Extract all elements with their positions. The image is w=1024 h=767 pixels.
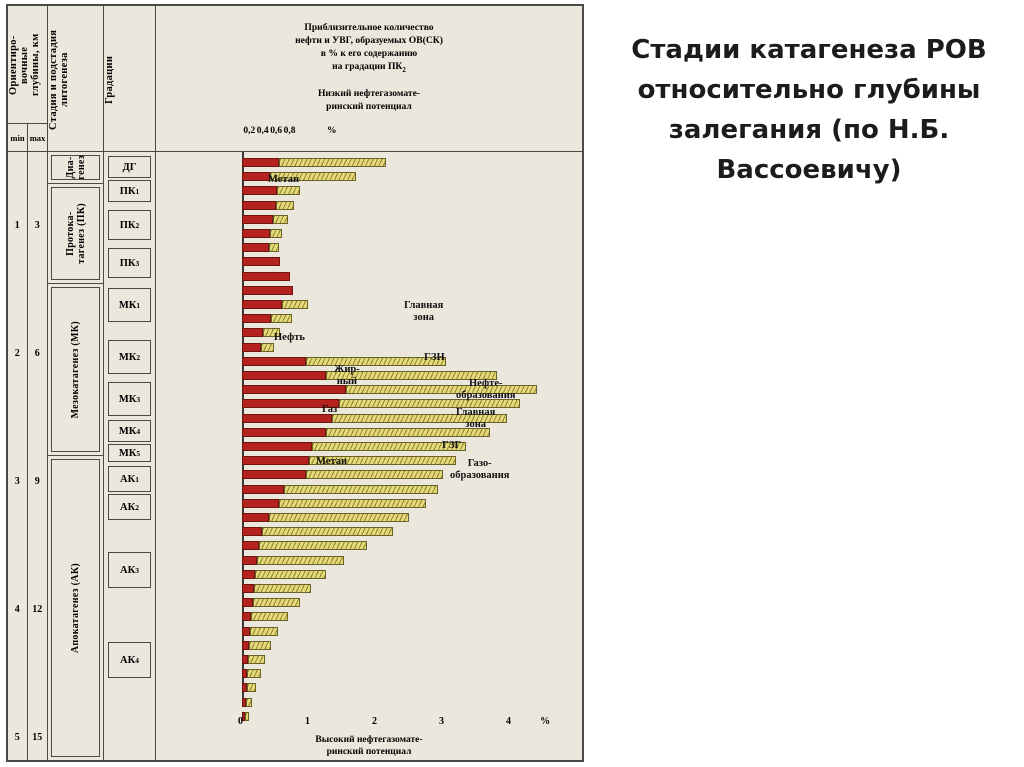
gradation-column-header-label: Градации — [104, 55, 115, 105]
bar-segment-oil — [242, 612, 251, 621]
gradation-box: АК 4 — [108, 642, 151, 678]
bar-segment-gas — [255, 570, 325, 579]
bar-segment-oil — [242, 257, 280, 266]
bar-row — [242, 556, 344, 565]
stage-column-header — [48, 6, 103, 152]
bar-segment-oil — [242, 385, 346, 394]
plot-header — [156, 6, 582, 152]
stage-column-header-label: Стадия и подстадия литогенеза — [48, 29, 70, 131]
bar-row — [242, 229, 282, 238]
bar-segment-oil — [242, 627, 250, 636]
bar-annotation: ГЗГ — [442, 440, 462, 451]
bar-segment-oil — [242, 343, 261, 352]
bar-row — [242, 598, 300, 607]
plot-header-line3: в % к его содержанию — [320, 48, 418, 59]
bar-segment-gas — [282, 300, 307, 309]
plot-header-line4: на градации $ПК_2$ — [332, 61, 406, 74]
bar-row — [242, 485, 438, 494]
bar-segment-oil — [242, 527, 262, 536]
plot-header-line2: нефти и УВГ, образуемых ОВ(СК) — [295, 35, 443, 46]
bar-row — [242, 158, 386, 167]
bar-segment-oil — [242, 300, 282, 309]
gradation-box: АК 3 — [108, 552, 151, 588]
bar-row — [242, 314, 292, 323]
bar-segment-gas — [269, 513, 410, 522]
bar-row — [242, 272, 290, 281]
bar-segment-oil — [242, 513, 269, 522]
bar-segment-oil — [242, 456, 309, 465]
bar-segment-gas — [259, 541, 366, 550]
bar-row — [242, 584, 311, 593]
bar-annotation: Нефте- образования — [456, 378, 516, 401]
depth-scale — [8, 152, 47, 760]
bar-row — [242, 470, 443, 479]
depth-min-label: min — [8, 124, 28, 151]
bar-row — [242, 541, 367, 550]
bar-row — [242, 527, 393, 536]
gradation-box: МК 3 — [108, 382, 151, 416]
bar-segment-gas — [273, 215, 288, 224]
top-axis-tick: 0,8 — [283, 126, 296, 136]
bottom-axis — [156, 716, 582, 732]
top-axis-unit: % — [327, 126, 337, 136]
bottom-axis-tick: 0 — [238, 716, 243, 727]
bar-segment-gas — [306, 470, 443, 479]
bar-segment-oil — [242, 470, 306, 479]
stage-box — [48, 184, 103, 284]
bar-segment-oil — [242, 314, 271, 323]
stage-box-label: Мезокатагенез (МК) — [51, 287, 100, 452]
bar-segment-oil — [242, 357, 306, 366]
bar-segment-oil — [242, 499, 279, 508]
bar-row — [242, 669, 261, 678]
bar-annotation: Метан — [268, 174, 300, 185]
bar-row — [242, 201, 294, 210]
bar-row — [242, 257, 280, 266]
top-axis-tick: 0,2 — [243, 126, 256, 136]
page-title: Стадии катагенеза РОВ относительно глубины залегания (по Н.Б. Вассоевичу) — [631, 35, 987, 185]
gradation-box: АК 1 — [108, 466, 151, 492]
bar-annotation: Газо- образования — [450, 458, 510, 481]
bar-row — [242, 627, 278, 636]
depth-min-tick: 3 — [14, 476, 20, 487]
gradation-box: МК 1 — [108, 288, 151, 322]
bar-segment-gas — [246, 698, 252, 707]
depth-column — [8, 6, 48, 760]
bar-segment-oil — [242, 598, 253, 607]
bar-segment-gas — [251, 612, 288, 621]
gradation-box: ПК 3 — [108, 248, 151, 278]
plot-header-line1: Приблизительное количество — [304, 22, 434, 33]
top-axis — [156, 126, 582, 148]
depth-max-tick: 9 — [34, 476, 40, 487]
bar-segment-gas — [277, 186, 300, 195]
stage-box — [48, 456, 103, 760]
bar-segment-oil — [242, 186, 277, 195]
depth-max-tick: 3 — [34, 220, 40, 231]
bar-segment-gas — [253, 598, 300, 607]
bar-segment-oil — [242, 201, 276, 210]
gradation-box: ДГ — [108, 156, 151, 178]
bar-segment-gas — [269, 243, 279, 252]
bar-segment-gas — [247, 669, 260, 678]
bar-row — [242, 570, 326, 579]
stage-box-label: Диа- генез — [51, 155, 100, 180]
stage-box — [48, 152, 103, 184]
bar-annotation: Жир- ный — [334, 364, 360, 387]
depth-max-scale — [28, 152, 48, 760]
bar-segment-oil — [242, 641, 249, 650]
gradation-box: ПК 1 — [108, 180, 151, 202]
bars-container — [156, 152, 582, 704]
bar-segment-gas — [248, 655, 265, 664]
bar-annotation: Метан — [316, 456, 348, 467]
bar-segment-oil — [242, 570, 255, 579]
bar-segment-gas — [249, 641, 272, 650]
bar-segment-gas — [284, 485, 438, 494]
gradation-box: МК 4 — [108, 420, 151, 442]
bar-row — [242, 698, 252, 707]
bar-row — [242, 343, 274, 352]
bar-annotation: Главная зона — [404, 300, 444, 323]
bar-segment-oil — [242, 272, 290, 281]
bar-segment-gas — [250, 627, 278, 636]
bar-segment-oil — [242, 584, 254, 593]
depth-max-label: max — [29, 132, 46, 143]
bar-segment-gas — [261, 343, 274, 352]
bar-segment-oil — [242, 172, 270, 181]
bar-segment-gas — [247, 683, 256, 692]
bottom-axis-tick: 3 — [439, 716, 444, 727]
bottom-axis-tick: 2 — [372, 716, 377, 727]
bar-segment-gas — [262, 527, 393, 536]
bar-annotation: Нефть — [274, 332, 305, 343]
bar-row — [242, 612, 288, 621]
bar-row — [242, 300, 308, 309]
stage-box-label: Апокатагенез (АК) — [51, 459, 100, 757]
depth-max-tick: 6 — [34, 348, 40, 359]
gradation-column-header — [104, 6, 155, 152]
gradation-box: МК 5 — [108, 444, 151, 462]
bar-segment-oil — [242, 485, 284, 494]
bar-segment-oil — [242, 328, 263, 337]
top-axis-tick: 0,6 — [270, 126, 283, 136]
plot-header-line5: Низкий нефтегазомате- — [317, 88, 421, 99]
bottom-axis-caption: Высокий нефтегазомате- ринский потенциал — [315, 735, 423, 757]
plot-header-line6: ринский потенциал — [326, 101, 412, 112]
bar-segment-oil — [242, 442, 312, 451]
gradation-box: АК 2 — [108, 494, 151, 520]
plot-area — [156, 6, 582, 760]
depth-max-tick: 12 — [32, 604, 43, 615]
bar-segment-oil — [242, 414, 332, 423]
bar-segment-gas — [279, 158, 386, 167]
bar-annotation: Газ — [322, 404, 338, 415]
bar-row — [242, 683, 256, 692]
bar-row — [242, 243, 279, 252]
depth-min-tick: 1 — [14, 220, 20, 231]
bar-segment-oil — [242, 229, 270, 238]
stage-box-label: Протока- тагенез (ПК) — [51, 187, 100, 280]
depth-min-scale — [8, 152, 28, 760]
bottom-axis-tick: 4 — [506, 716, 511, 727]
stage-column — [48, 6, 104, 760]
bar-segment-oil — [242, 243, 269, 252]
top-axis-tick: 0,4 — [256, 126, 269, 136]
gradation-box: МК 2 — [108, 340, 151, 374]
bar-annotation: Главная зона — [456, 407, 496, 430]
bar-segment-oil — [242, 556, 257, 565]
bar-segment-oil — [242, 286, 293, 295]
bar-segment-gas — [254, 584, 311, 593]
depth-column-header-label: Ориентиро- вочные глубины, км — [8, 33, 41, 97]
bottom-axis-tick: 1 — [305, 716, 310, 727]
bar-segment-oil — [242, 371, 326, 380]
depth-min-tick: 2 — [14, 348, 20, 359]
bar-segment-gas — [276, 201, 295, 210]
depth-min-tick: 5 — [14, 732, 20, 743]
depth-minmax-row — [8, 124, 47, 152]
bar-annotation: ГЗН — [424, 352, 445, 363]
gradation-box: ПК 2 — [108, 210, 151, 240]
stage-box — [48, 284, 103, 456]
catagenesis-figure — [6, 4, 584, 762]
bar-row — [242, 286, 293, 295]
bar-segment-oil — [242, 541, 259, 550]
bar-segment-gas — [270, 229, 282, 238]
bar-row — [242, 513, 410, 522]
bar-row — [242, 428, 490, 437]
bar-segment-oil — [242, 428, 326, 437]
bar-row — [242, 641, 271, 650]
bar-segment-gas — [257, 556, 344, 565]
bar-segment-gas — [271, 314, 291, 323]
bar-row — [242, 215, 288, 224]
bottom-axis-unit: % — [540, 716, 551, 727]
bar-segment-oil — [242, 158, 279, 167]
bar-row — [242, 186, 300, 195]
bar-segment-gas — [279, 499, 426, 508]
gradation-column — [104, 6, 156, 760]
depth-column-header — [8, 6, 47, 124]
depth-min-tick: 4 — [14, 604, 20, 615]
bar-row — [242, 499, 426, 508]
depth-max-tick: 15 — [32, 732, 43, 743]
bar-segment-oil — [242, 215, 273, 224]
bar-row — [242, 655, 265, 664]
bar-row — [242, 442, 466, 451]
bar-row — [242, 456, 456, 465]
